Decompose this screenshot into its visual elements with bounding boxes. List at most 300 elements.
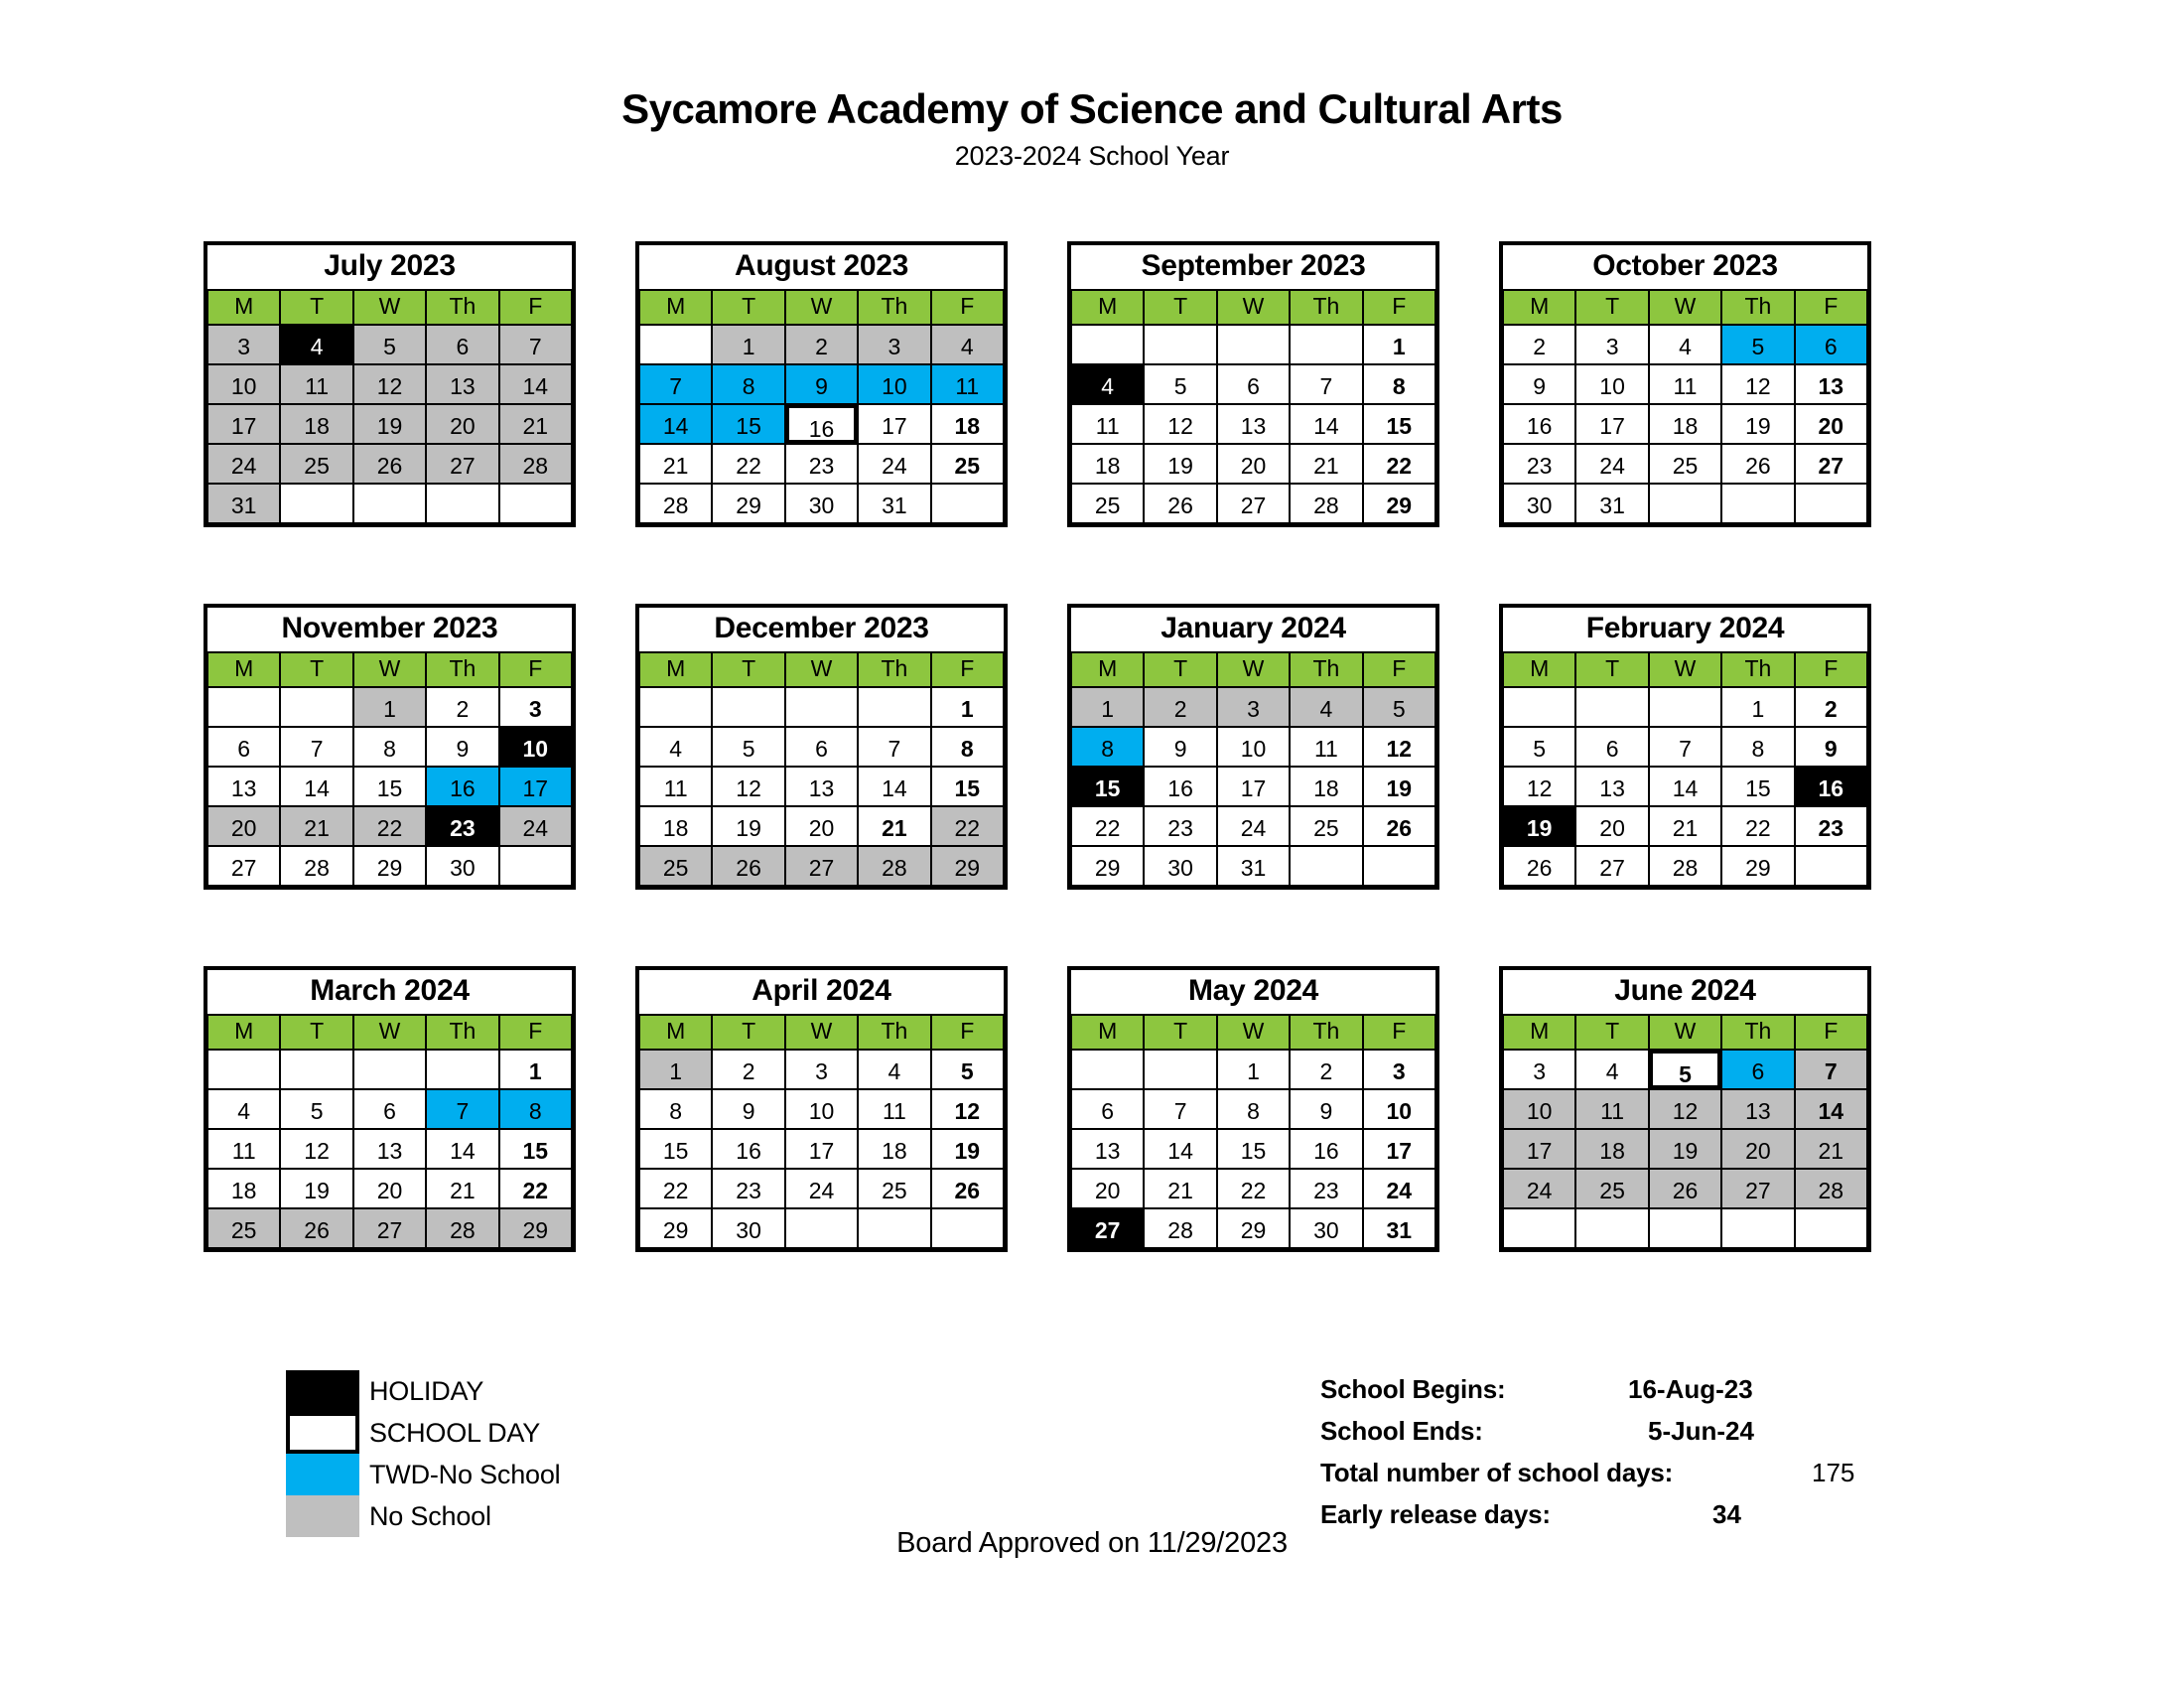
calendar-day-cell: 9	[1502, 363, 1576, 405]
calendar-day-cell: 9	[711, 1088, 785, 1130]
calendar-day-cell: 12	[1143, 403, 1217, 445]
calendar-day-cell: 16	[784, 403, 859, 445]
calendar-day-cell: 5	[279, 1088, 353, 1130]
day-of-week-header: F	[1794, 289, 1868, 326]
calendar-day-cell: 12	[711, 766, 785, 807]
day-of-week-header: M	[1070, 1014, 1145, 1051]
week-row	[639, 1129, 1004, 1169]
week-row	[207, 727, 572, 767]
month-calendar	[1067, 966, 1439, 1252]
week-row	[207, 444, 572, 484]
calendar-day-cell: 14	[498, 363, 573, 405]
day-of-week-header: T	[1574, 651, 1649, 688]
calendar-day-cell: 27	[425, 443, 499, 485]
calendar-day-cell: 22	[498, 1168, 573, 1209]
calendar-day-cell: 17	[784, 1128, 859, 1170]
calendar-day-cell: 5	[1362, 686, 1436, 728]
calendar-day-cell: 15	[1362, 403, 1436, 445]
week-row	[639, 1089, 1004, 1129]
week-row	[1503, 1208, 1867, 1248]
calendar-day-cell: 16	[1143, 766, 1217, 807]
week-row	[1503, 444, 1867, 484]
calendar-day-cell: 24	[857, 443, 931, 485]
calendar-day-cell: 25	[857, 1168, 931, 1209]
calendar-day-cell	[1502, 686, 1576, 728]
calendar-day-cell: 17	[1502, 1128, 1576, 1170]
calendar-day-cell: 11	[857, 1088, 931, 1130]
calendar-day-cell: 16	[711, 1128, 785, 1170]
calendar-day-cell: 7	[857, 726, 931, 768]
week-row	[207, 1169, 572, 1208]
month-title: May 2024	[1071, 970, 1435, 1015]
calendar-day-cell: 4	[279, 324, 353, 365]
day-of-week-header: T	[1143, 651, 1217, 688]
calendar-day-cell: 13	[425, 363, 499, 405]
week-row	[1071, 484, 1435, 523]
month-calendar	[204, 241, 576, 527]
calendar-day-cell	[352, 483, 427, 524]
calendar-day-cell: 3	[1216, 686, 1291, 728]
calendar-day-cell: 7	[1289, 363, 1363, 405]
calendar-day-cell: 27	[784, 845, 859, 887]
calendar-day-cell: 15	[1216, 1128, 1291, 1170]
calendar-day-cell	[1574, 686, 1649, 728]
total-days-label: Total number of school days:	[1320, 1458, 1674, 1487]
calendar-day-cell: 6	[1574, 726, 1649, 768]
month-title: March 2024	[207, 970, 572, 1015]
calendar-day-cell	[1216, 324, 1291, 365]
calendar-day-cell: 23	[1143, 805, 1217, 847]
calendar-day-cell: 25	[1070, 483, 1145, 524]
calendar-day-cell: 13	[1720, 1088, 1795, 1130]
day-of-week-header: M	[1070, 651, 1145, 688]
month-calendar	[635, 241, 1008, 527]
calendar-day-cell: 8	[1362, 363, 1436, 405]
calendar-day-cell: 29	[638, 1207, 713, 1249]
calendar-day-cell: 30	[1502, 483, 1576, 524]
calendar-day-cell: 2	[1289, 1049, 1363, 1090]
calendar-day-cell: 18	[857, 1128, 931, 1170]
calendar-day-cell: 4	[1574, 1049, 1649, 1090]
day-of-week-header: W	[784, 289, 859, 326]
calendar-day-cell: 22	[1720, 805, 1795, 847]
calendar-day-cell: 14	[279, 766, 353, 807]
week-row	[639, 1208, 1004, 1248]
calendar-day-cell	[352, 1049, 427, 1090]
calendar-day-cell: 18	[1574, 1128, 1649, 1170]
day-of-week-header-row	[1071, 652, 1435, 687]
calendar-day-cell: 19	[1720, 403, 1795, 445]
calendar-day-cell: 21	[425, 1168, 499, 1209]
calendar-day-cell: 11	[638, 766, 713, 807]
calendar-day-cell: 3	[784, 1049, 859, 1090]
month-title: October 2023	[1503, 245, 1867, 290]
early-release-label: Early release days:	[1320, 1499, 1551, 1529]
day-of-week-header: M	[206, 289, 281, 326]
day-of-week-header: T	[1143, 289, 1217, 326]
calendar-day-cell: 23	[1289, 1168, 1363, 1209]
calendar-day-cell: 15	[352, 766, 427, 807]
calendar-day-cell: 21	[638, 443, 713, 485]
week-row	[1071, 1208, 1435, 1248]
day-of-week-header-row	[1503, 290, 1867, 325]
calendar-day-cell: 5	[1143, 363, 1217, 405]
calendar-day-cell: 20	[1216, 443, 1291, 485]
calendar-day-cell	[1794, 1207, 1868, 1249]
calendar-day-cell: 10	[1362, 1088, 1436, 1130]
calendar-day-cell: 1	[1070, 686, 1145, 728]
calendar-day-cell: 10	[498, 726, 573, 768]
calendar-day-cell	[1648, 483, 1722, 524]
page-title: Sycamore Academy of Science and Cultural Arts	[621, 85, 1563, 132]
stats-panel	[1320, 1368, 1916, 1535]
calendar-day-cell: 10	[206, 363, 281, 405]
day-of-week-header: W	[1216, 289, 1291, 326]
calendar-day-cell: 9	[1143, 726, 1217, 768]
calendar-day-cell: 3	[857, 324, 931, 365]
calendar-day-cell: 13	[1794, 363, 1868, 405]
calendar-day-cell: 31	[1216, 845, 1291, 887]
calendar-day-cell: 28	[425, 1207, 499, 1249]
calendar-day-cell: 23	[711, 1168, 785, 1209]
calendar-day-cell: 11	[1574, 1088, 1649, 1130]
calendar-day-cell: 12	[1502, 766, 1576, 807]
calendar-day-cell	[1362, 845, 1436, 887]
calendar-day-cell: 2	[711, 1049, 785, 1090]
calendar-day-cell: 1	[1216, 1049, 1291, 1090]
calendar-day-cell: 30	[784, 483, 859, 524]
calendar-day-cell: 30	[711, 1207, 785, 1249]
day-of-week-header: T	[279, 289, 353, 326]
calendar-day-cell: 12	[279, 1128, 353, 1170]
month-calendar	[1499, 241, 1871, 527]
calendar-day-cell: 27	[1070, 1207, 1145, 1249]
week-row	[1071, 325, 1435, 364]
school-begins-value: 16-Aug-23	[1628, 1374, 1753, 1404]
legend-label: HOLIDAY	[369, 1375, 484, 1406]
calendar-day-cell: 19	[1648, 1128, 1722, 1170]
calendar-day-cell: 26	[1720, 443, 1795, 485]
calendar-day-cell	[425, 483, 499, 524]
calendar-day-cell	[1794, 483, 1868, 524]
calendar-day-cell: 5	[930, 1049, 1005, 1090]
calendar-day-cell: 10	[857, 363, 931, 405]
calendar-day-cell: 12	[930, 1088, 1005, 1130]
calendar-day-cell	[498, 845, 573, 887]
calendar-day-cell: 17	[206, 403, 281, 445]
day-of-week-header: M	[638, 651, 713, 688]
calendar-day-cell: 13	[784, 766, 859, 807]
calendar-day-cell: 18	[279, 403, 353, 445]
calendar-day-cell: 11	[279, 363, 353, 405]
calendar-day-cell	[1720, 483, 1795, 524]
day-of-week-header-row	[1503, 652, 1867, 687]
day-of-week-header: Th	[425, 651, 499, 688]
calendar-day-cell: 18	[1289, 766, 1363, 807]
calendar-day-cell: 28	[498, 443, 573, 485]
calendar-day-cell: 9	[425, 726, 499, 768]
calendar-day-cell: 1	[930, 686, 1005, 728]
week-row	[1071, 1129, 1435, 1169]
week-row	[639, 1050, 1004, 1089]
legend-swatch-blue	[286, 1454, 359, 1495]
calendar-day-cell: 19	[1143, 443, 1217, 485]
calendar-day-cell	[1289, 845, 1363, 887]
calendar-day-cell: 8	[930, 726, 1005, 768]
calendar-day-cell: 31	[1362, 1207, 1436, 1249]
week-row	[639, 846, 1004, 886]
calendar-day-cell: 17	[1574, 403, 1649, 445]
calendar-day-cell: 26	[711, 845, 785, 887]
day-of-week-header: F	[930, 289, 1005, 326]
calendar-day-cell	[1794, 845, 1868, 887]
week-row	[1503, 404, 1867, 444]
week-row	[1071, 1089, 1435, 1129]
calendar-day-cell: 1	[1720, 686, 1795, 728]
day-of-week-header-row	[1503, 1015, 1867, 1050]
day-of-week-header: Th	[857, 651, 931, 688]
calendar-day-cell: 24	[1362, 1168, 1436, 1209]
calendar-day-cell: 28	[857, 845, 931, 887]
calendar-day-cell	[930, 483, 1005, 524]
calendar-day-cell: 22	[352, 805, 427, 847]
calendar-day-cell: 25	[1289, 805, 1363, 847]
calendar-day-cell: 24	[498, 805, 573, 847]
calendar-day-cell	[930, 1207, 1005, 1249]
calendar-day-cell: 27	[1216, 483, 1291, 524]
total-days-value: 175	[1812, 1458, 1855, 1487]
day-of-week-header: W	[1216, 651, 1291, 688]
week-row	[1503, 1169, 1867, 1208]
week-row	[1071, 687, 1435, 727]
calendar-day-cell: 5	[1720, 324, 1795, 365]
calendar-day-cell: 22	[711, 443, 785, 485]
calendar-day-cell: 25	[930, 443, 1005, 485]
day-of-week-header: F	[930, 651, 1005, 688]
calendar-day-cell: 8	[352, 726, 427, 768]
school-ends-value: 5-Jun-24	[1648, 1416, 1754, 1446]
month-title: April 2024	[639, 970, 1004, 1015]
calendar-day-cell: 15	[498, 1128, 573, 1170]
day-of-week-header: Th	[1289, 651, 1363, 688]
calendar-day-cell: 31	[206, 483, 281, 524]
calendar-day-cell: 22	[638, 1168, 713, 1209]
calendar-day-cell: 30	[425, 845, 499, 887]
day-of-week-header-row	[1071, 1015, 1435, 1050]
week-row	[207, 364, 572, 404]
calendar-day-cell: 20	[425, 403, 499, 445]
calendar-day-cell: 7	[1794, 1049, 1868, 1090]
day-of-week-header: T	[711, 1014, 785, 1051]
week-row	[1071, 806, 1435, 846]
week-row	[207, 1050, 572, 1089]
day-of-week-header: Th	[1720, 289, 1795, 326]
calendar-day-cell: 29	[930, 845, 1005, 887]
calendar-day-cell: 18	[638, 805, 713, 847]
calendar-day-cell: 20	[1720, 1128, 1795, 1170]
day-of-week-header: T	[279, 651, 353, 688]
calendar-day-cell: 10	[1574, 363, 1649, 405]
calendar-day-cell: 20	[1070, 1168, 1145, 1209]
calendar-day-cell: 14	[1143, 1128, 1217, 1170]
calendar-day-cell: 20	[206, 805, 281, 847]
week-row	[207, 325, 572, 364]
calendar-day-cell: 29	[1720, 845, 1795, 887]
day-of-week-header: M	[1502, 1014, 1576, 1051]
week-row	[1071, 1050, 1435, 1089]
calendar-day-cell: 17	[498, 766, 573, 807]
week-row	[1503, 846, 1867, 886]
calendar-day-cell: 7	[498, 324, 573, 365]
day-of-week-header: Th	[857, 289, 931, 326]
calendar-day-cell: 14	[1794, 1088, 1868, 1130]
calendar-day-cell: 13	[206, 766, 281, 807]
calendar-day-cell: 21	[1648, 805, 1722, 847]
week-row	[639, 404, 1004, 444]
calendar-day-cell: 28	[1289, 483, 1363, 524]
calendar-day-cell: 3	[206, 324, 281, 365]
day-of-week-header-row	[207, 290, 572, 325]
calendar-day-cell: 28	[1648, 845, 1722, 887]
day-of-week-header: F	[1794, 651, 1868, 688]
calendar-day-cell: 1	[638, 1049, 713, 1090]
calendar-day-cell: 25	[638, 845, 713, 887]
calendar-day-cell	[1143, 324, 1217, 365]
day-of-week-header: M	[1070, 289, 1145, 326]
calendar-day-cell: 19	[1362, 766, 1436, 807]
calendar-day-cell: 21	[1794, 1128, 1868, 1170]
month-title: September 2023	[1071, 245, 1435, 290]
day-of-week-header: W	[1648, 1014, 1722, 1051]
day-of-week-header: M	[206, 1014, 281, 1051]
day-of-week-header: Th	[1289, 1014, 1363, 1051]
calendar-day-cell	[638, 324, 713, 365]
calendar-day-cell: 18	[930, 403, 1005, 445]
legend-swatch-black	[286, 1370, 359, 1412]
calendar-day-cell	[1502, 1207, 1576, 1249]
month-calendar	[635, 604, 1008, 890]
month-calendar	[635, 966, 1008, 1252]
calendar-day-cell	[1143, 1049, 1217, 1090]
day-of-week-header: Th	[425, 289, 499, 326]
week-row	[207, 1208, 572, 1248]
calendar-day-cell: 24	[1502, 1168, 1576, 1209]
week-row	[639, 444, 1004, 484]
day-of-week-header: Th	[1720, 651, 1795, 688]
calendar-day-cell: 26	[1362, 805, 1436, 847]
calendar-day-cell: 6	[1216, 363, 1291, 405]
week-row	[207, 767, 572, 806]
month-calendar	[204, 966, 576, 1252]
calendar-day-cell: 17	[857, 403, 931, 445]
calendar-day-cell: 19	[279, 1168, 353, 1209]
calendar-day-cell	[857, 686, 931, 728]
calendar-day-cell: 12	[1648, 1088, 1722, 1130]
calendar-day-cell: 3	[1362, 1049, 1436, 1090]
day-of-week-header: F	[1362, 289, 1436, 326]
day-of-week-header-row	[207, 652, 572, 687]
month-title: February 2024	[1503, 608, 1867, 652]
calendar-day-cell: 7	[638, 363, 713, 405]
calendar-day-cell	[857, 1207, 931, 1249]
calendar-day-cell: 26	[1143, 483, 1217, 524]
week-row	[1071, 846, 1435, 886]
calendar-day-cell: 5	[711, 726, 785, 768]
calendar-day-cell: 15	[1720, 766, 1795, 807]
calendar-day-cell: 27	[1794, 443, 1868, 485]
calendar-day-cell: 18	[1070, 443, 1145, 485]
calendar-day-cell: 19	[352, 403, 427, 445]
legend-label: No School	[369, 1500, 491, 1531]
calendar-day-cell: 22	[1362, 443, 1436, 485]
week-row	[207, 687, 572, 727]
calendar-day-cell: 19	[1502, 805, 1576, 847]
stat-school-begins	[1320, 1368, 1916, 1410]
day-of-week-header: F	[498, 651, 573, 688]
calendar-day-cell	[206, 686, 281, 728]
calendar-day-cell: 21	[857, 805, 931, 847]
calendar-day-cell: 26	[1648, 1168, 1722, 1209]
calendar-months-grid	[204, 241, 1931, 1252]
page-header	[0, 0, 2184, 172]
day-of-week-header: T	[1574, 289, 1649, 326]
calendar-day-cell: 14	[1648, 766, 1722, 807]
calendar-day-cell	[784, 1207, 859, 1249]
calendar-day-cell: 1	[711, 324, 785, 365]
calendar-day-cell: 29	[498, 1207, 573, 1249]
calendar-day-cell: 2	[1502, 324, 1576, 365]
school-begins-label: School Begins:	[1320, 1374, 1506, 1404]
day-of-week-header: M	[638, 1014, 713, 1051]
week-row	[207, 484, 572, 523]
week-row	[1503, 687, 1867, 727]
day-of-week-header-row	[207, 1015, 572, 1050]
calendar-day-cell: 3	[498, 686, 573, 728]
legend	[286, 1370, 560, 1537]
calendar-day-cell: 6	[784, 726, 859, 768]
calendar-day-cell: 17	[1216, 766, 1291, 807]
calendar-day-cell: 11	[1648, 363, 1722, 405]
calendar-day-cell: 31	[1574, 483, 1649, 524]
calendar-day-cell: 6	[1794, 324, 1868, 365]
week-row	[1071, 1169, 1435, 1208]
calendar-day-cell: 4	[1289, 686, 1363, 728]
day-of-week-header: W	[1216, 1014, 1291, 1051]
day-of-week-header: W	[784, 1014, 859, 1051]
calendar-day-cell: 15	[1070, 766, 1145, 807]
calendar-day-cell: 18	[1648, 403, 1722, 445]
month-title: December 2023	[639, 608, 1004, 652]
calendar-day-cell: 22	[1070, 805, 1145, 847]
month-calendar	[1067, 604, 1439, 890]
day-of-week-header: T	[711, 651, 785, 688]
calendar-day-cell: 23	[784, 443, 859, 485]
calendar-day-cell: 29	[352, 845, 427, 887]
calendar-day-cell: 19	[711, 805, 785, 847]
calendar-day-cell: 2	[1143, 686, 1217, 728]
calendar-day-cell: 29	[1216, 1207, 1291, 1249]
legend-row	[286, 1412, 560, 1454]
week-row	[639, 1169, 1004, 1208]
month-title: July 2023	[207, 245, 572, 290]
calendar-day-cell: 8	[638, 1088, 713, 1130]
calendar-day-cell: 11	[1070, 403, 1145, 445]
day-of-week-header: M	[1502, 651, 1576, 688]
calendar-day-cell: 15	[930, 766, 1005, 807]
week-row	[207, 1089, 572, 1129]
day-of-week-header: F	[1362, 1014, 1436, 1051]
day-of-week-header: F	[498, 289, 573, 326]
